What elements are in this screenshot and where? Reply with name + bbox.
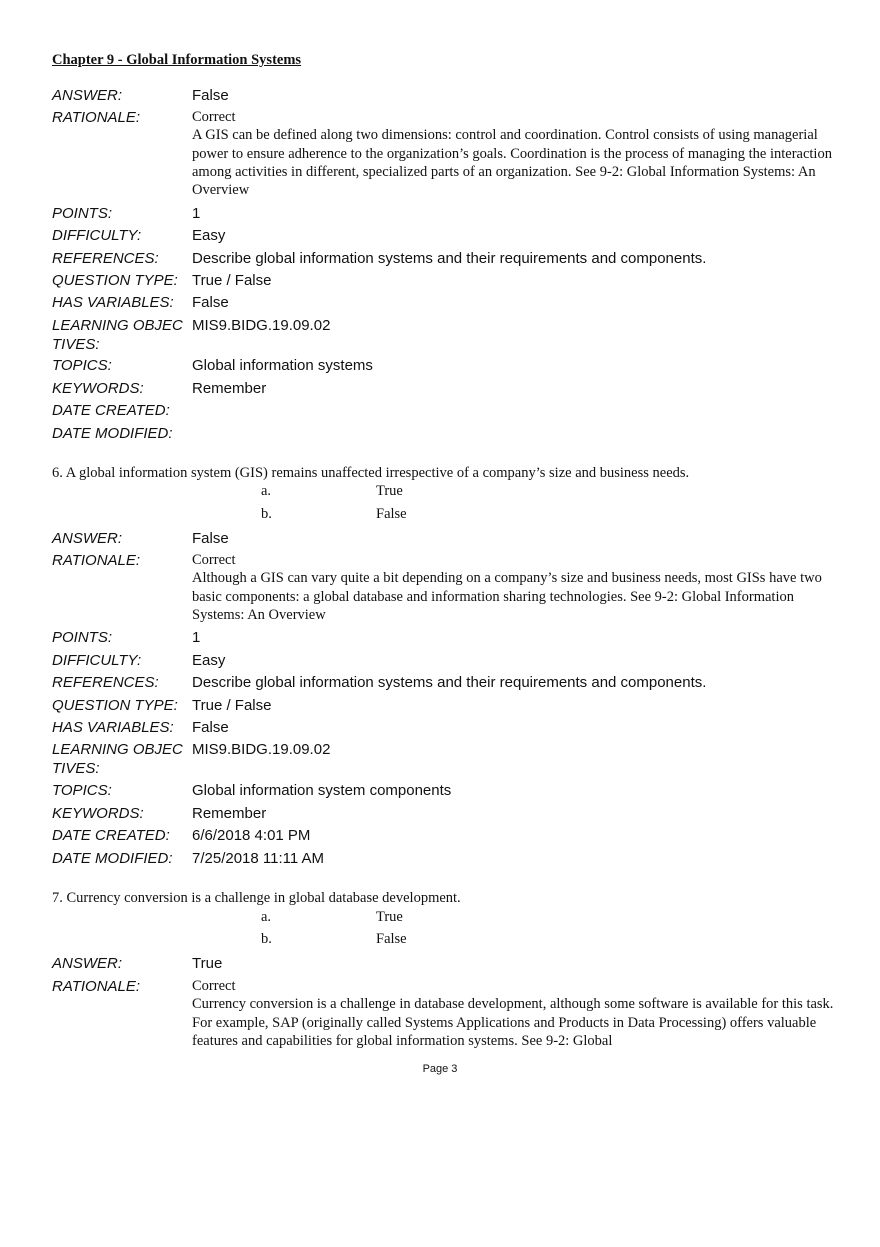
option-text: False — [376, 931, 407, 947]
date-modified-label: DATE MODIFIED: — [52, 425, 173, 442]
q6-points-value: 1 — [192, 629, 201, 646]
q6-rationale-head: Correct — [192, 552, 236, 568]
has-variables-label: HAS VARIABLES: — [52, 719, 174, 736]
q6-date-created-value: 6/6/2018 4:01 PM — [192, 827, 311, 844]
q6-question-type-value: True / False — [192, 697, 272, 714]
q6-topics-value: Global information system components — [192, 782, 452, 799]
q7-rationale-value — [192, 977, 842, 1050]
q7-question-text: 7. Currency conversion is a challenge in global database development. — [52, 890, 461, 906]
q6-difficulty-value: Easy — [192, 652, 226, 669]
q5-rationale-body: A GIS can be defined along two dimensions: control and coordination. Control consists of using managerial power to ensure adherence to the organization’s goals. Coordination is the process of managing the interaction among activities in different, specialized parts of an organization. See 9-2: Global Information Systems: An Overview — [192, 127, 832, 199]
references-label: REFERENCES: — [52, 250, 159, 267]
difficulty-label: DIFFICULTY: — [52, 227, 142, 244]
date-modified-label: DATE MODIFIED: — [52, 850, 173, 867]
option-text: False — [376, 506, 407, 522]
learning-objectives-label: LEARNING OBJEC TIVES: — [52, 317, 183, 353]
topics-label: TOPICS: — [52, 782, 112, 799]
topics-label: TOPICS: — [52, 357, 112, 374]
option-text: True — [376, 909, 403, 925]
q7-answer-value: True — [192, 955, 223, 972]
rationale-label: RATIONALE: — [52, 109, 141, 126]
q6-rationale-body: Although a GIS can vary quite a bit depending on a company’s size and business needs, most GISs have two basic components: a global database and information sharing technologies. See 9-2: Global Information Systems: An Overview — [192, 570, 822, 623]
q5-points-value: 1 — [192, 205, 201, 222]
answer-label: ANSWER: — [52, 530, 123, 547]
question-type-label: QUESTION TYPE: — [52, 272, 178, 289]
q5-difficulty-value: Easy — [192, 227, 226, 244]
q7-rationale-head: Correct — [192, 978, 236, 994]
q6-keywords-value: Remember — [192, 805, 267, 822]
has-variables-label: HAS VARIABLES: — [52, 294, 174, 311]
option-letter: b. — [261, 931, 272, 947]
option-text: True — [376, 483, 403, 499]
q6-rationale-value — [192, 551, 842, 624]
q5-answer-value: False — [192, 87, 229, 104]
option-letter: b. — [261, 506, 272, 522]
q6-question-text: 6. A global information system (GIS) remains unaffected irrespective of a company’s size and business needs. — [52, 465, 690, 481]
answer-label: ANSWER: — [52, 955, 123, 972]
page-number: Page 3 — [422, 1063, 458, 1075]
date-created-label: DATE CREATED: — [52, 402, 170, 419]
date-created-label: DATE CREATED: — [52, 827, 170, 844]
rationale-label: RATIONALE: — [52, 978, 141, 995]
q7-rationale-body: Currency conversion is a challenge in database development, although some software is available for this task. For example, SAP (originally called Systems Applications and Products in Data Processing) offers valuable features and capabilities for global information systems. See 9-2: Global — [192, 996, 834, 1049]
q5-references-value: Describe global information systems and their requirements and components. — [192, 250, 707, 267]
question-type-label: QUESTION TYPE: — [52, 697, 178, 714]
q5-learning-objectives-value: MIS9.BIDG.19.09.02 — [192, 317, 331, 334]
q6-learning-objectives-value: MIS9.BIDG.19.09.02 — [192, 741, 331, 758]
chapter-title: Chapter 9 - Global Information Systems — [52, 52, 302, 68]
q6-answer-value: False — [192, 530, 229, 547]
learning-objectives-label: LEARNING OBJEC TIVES: — [52, 741, 183, 777]
references-label: REFERENCES: — [52, 674, 159, 691]
answer-label: ANSWER: — [52, 87, 123, 104]
points-label: POINTS: — [52, 205, 113, 222]
q5-topics-value: Global information systems — [192, 357, 373, 374]
q6-date-modified-value: 7/25/2018 11:11 AM — [192, 850, 325, 867]
option-letter: a. — [261, 909, 272, 925]
difficulty-label: DIFFICULTY: — [52, 652, 142, 669]
q5-rationale-value — [192, 108, 842, 199]
q5-has-variables-value: False — [192, 294, 229, 311]
keywords-label: KEYWORDS: — [52, 380, 144, 397]
points-label: POINTS: — [52, 629, 113, 646]
q6-references-value: Describe global information systems and their requirements and components. — [192, 674, 707, 691]
q6-has-variables-value: False — [192, 719, 229, 736]
option-letter: a. — [261, 483, 272, 499]
q5-rationale-head: Correct — [192, 109, 236, 125]
q5-keywords-value: Remember — [192, 380, 267, 397]
q5-question-type-value: True / False — [192, 272, 272, 289]
rationale-label: RATIONALE: — [52, 552, 141, 569]
keywords-label: KEYWORDS: — [52, 805, 144, 822]
